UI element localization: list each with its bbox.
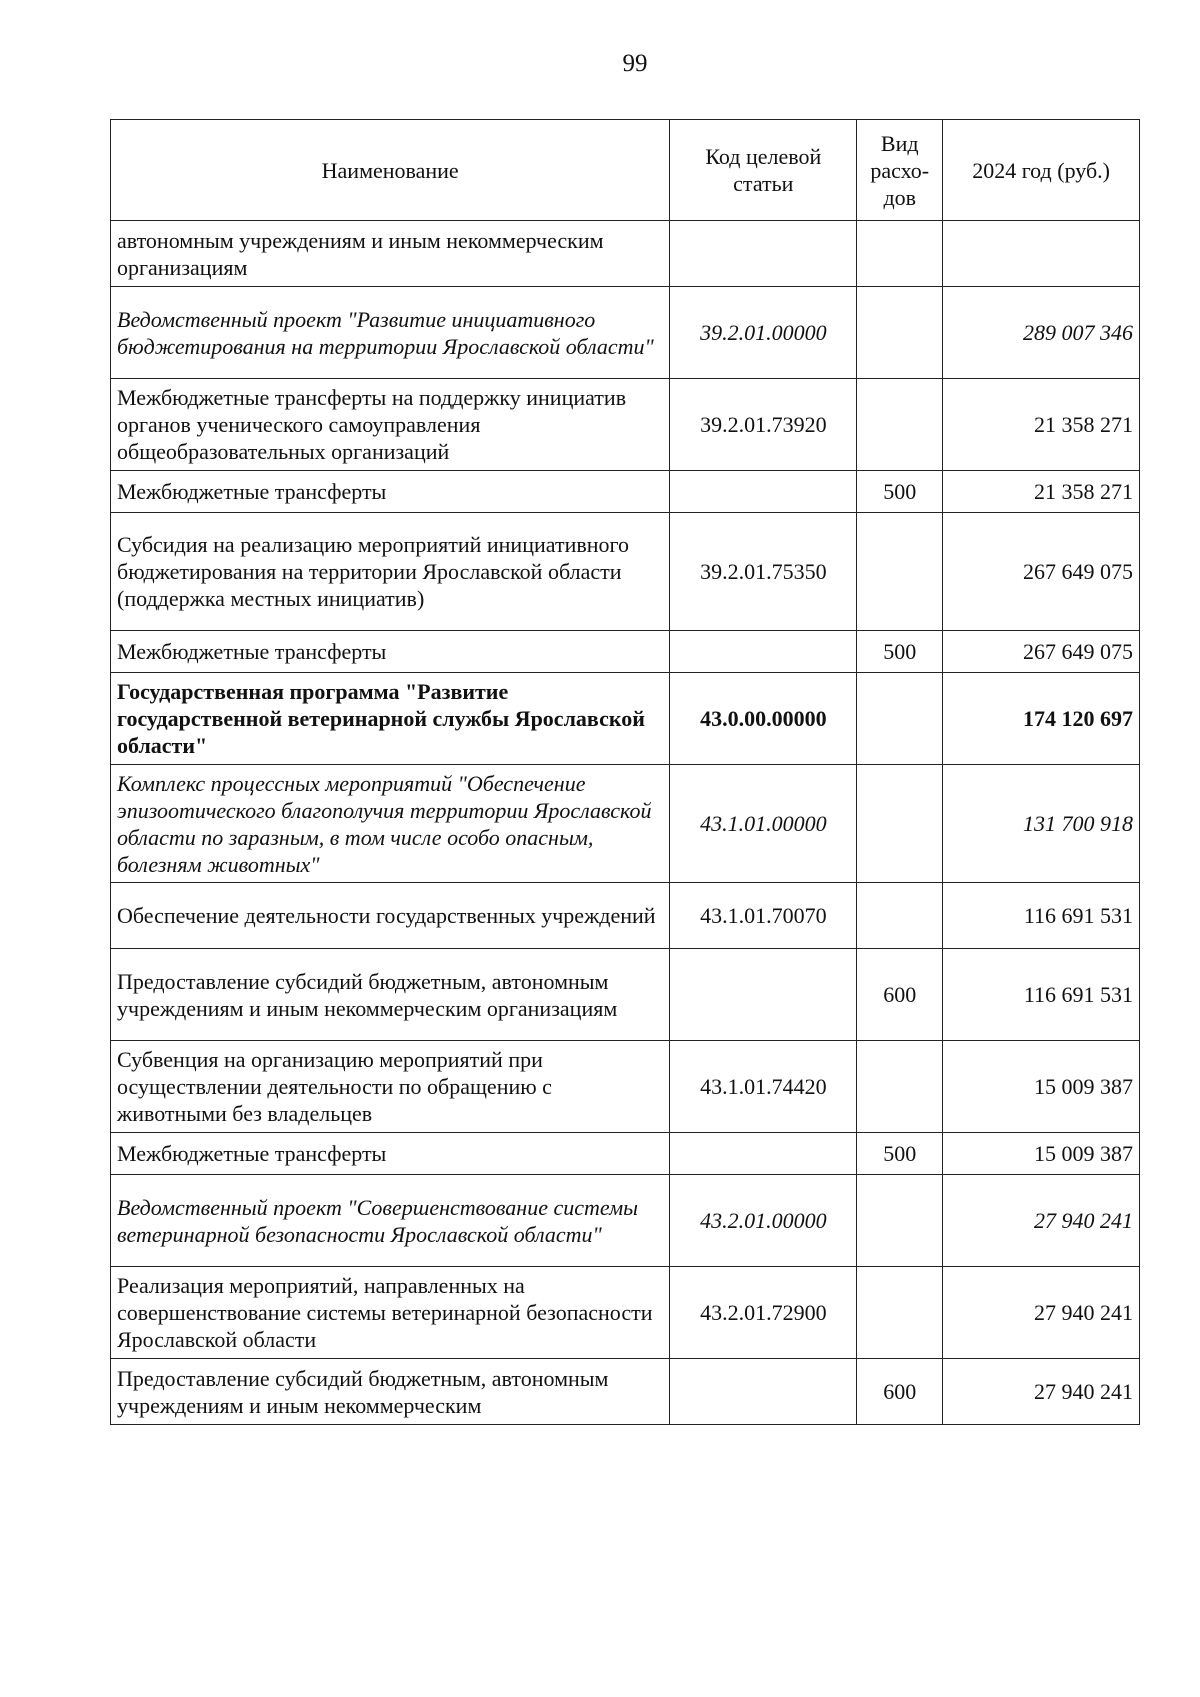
cell-type bbox=[857, 1267, 943, 1359]
cell-name: Субсидия на реализацию мероприятий инициативного бюджетирования на территории Ярославской области (поддержка местных инициатив) bbox=[111, 513, 670, 631]
cell-name: Ведомственный проект "Совершенствование системы ветеринарной безопасности Ярославской области" bbox=[111, 1175, 670, 1267]
cell-code bbox=[670, 631, 857, 673]
cell-name: Межбюджетные трансферты bbox=[111, 471, 670, 513]
cell-code: 39.2.01.75350 bbox=[670, 513, 857, 631]
budget-table bbox=[110, 119, 1140, 1425]
header-amount: 2024 год (руб.) bbox=[943, 120, 1140, 221]
cell-amount: 131 700 918 bbox=[943, 765, 1140, 883]
table-row bbox=[111, 765, 1140, 883]
table-row bbox=[111, 1267, 1140, 1359]
cell-amount bbox=[943, 221, 1140, 287]
table-row bbox=[111, 1133, 1140, 1175]
table-row bbox=[111, 513, 1140, 631]
table-row bbox=[111, 1041, 1140, 1133]
cell-amount: 116 691 531 bbox=[943, 949, 1140, 1041]
cell-name: Обеспечение деятельности государственных учреждений bbox=[111, 883, 670, 949]
table-row bbox=[111, 221, 1140, 287]
table-row bbox=[111, 673, 1140, 765]
cell-name: Предоставление субсидий бюджетным, автономным учреждениям и иным некоммерческим организациям bbox=[111, 949, 670, 1041]
cell-code: 43.2.01.00000 bbox=[670, 1175, 857, 1267]
cell-type bbox=[857, 765, 943, 883]
cell-amount: 21 358 271 bbox=[943, 379, 1140, 471]
cell-name: Межбюджетные трансферты bbox=[111, 1133, 670, 1175]
cell-type bbox=[857, 221, 943, 287]
header-code: Код целевой статьи bbox=[670, 120, 857, 221]
cell-amount: 27 940 241 bbox=[943, 1175, 1140, 1267]
cell-type bbox=[857, 513, 943, 631]
cell-type bbox=[857, 1041, 943, 1133]
cell-type bbox=[857, 287, 943, 379]
cell-code: 43.1.01.00000 bbox=[670, 765, 857, 883]
cell-amount: 116 691 531 bbox=[943, 883, 1140, 949]
cell-type bbox=[857, 379, 943, 471]
cell-code bbox=[670, 1359, 857, 1425]
cell-code: 43.0.00.00000 bbox=[670, 673, 857, 765]
table-row bbox=[111, 949, 1140, 1041]
cell-amount: 27 940 241 bbox=[943, 1359, 1140, 1425]
table-header-row bbox=[111, 120, 1140, 221]
cell-code bbox=[670, 221, 857, 287]
cell-type: 500 bbox=[857, 471, 943, 513]
cell-type: 500 bbox=[857, 1133, 943, 1175]
cell-amount: 21 358 271 bbox=[943, 471, 1140, 513]
table-row bbox=[111, 883, 1140, 949]
cell-code bbox=[670, 1133, 857, 1175]
cell-code: 39.2.01.00000 bbox=[670, 287, 857, 379]
table-row bbox=[111, 287, 1140, 379]
cell-type bbox=[857, 883, 943, 949]
cell-amount: 15 009 387 bbox=[943, 1133, 1140, 1175]
cell-amount: 15 009 387 bbox=[943, 1041, 1140, 1133]
cell-name: автономным учреждениям и иным некоммерческим организациям bbox=[111, 221, 670, 287]
cell-code: 43.1.01.70070 bbox=[670, 883, 857, 949]
cell-name: Межбюджетные трансферты на поддержку инициатив органов ученического самоуправления общеобразовательных организаций bbox=[111, 379, 670, 471]
table-row bbox=[111, 1359, 1140, 1425]
header-name: Наименование bbox=[111, 120, 670, 221]
cell-code: 43.2.01.72900 bbox=[670, 1267, 857, 1359]
cell-code bbox=[670, 471, 857, 513]
table-row bbox=[111, 471, 1140, 513]
cell-type: 600 bbox=[857, 949, 943, 1041]
cell-name: Предоставление субсидий бюджетным, автономным учреждениям и иным некоммерческим bbox=[111, 1359, 670, 1425]
cell-amount: 27 940 241 bbox=[943, 1267, 1140, 1359]
cell-code bbox=[670, 949, 857, 1041]
cell-name: Государственная программа "Развитие государственной ветеринарной службы Ярославской области" bbox=[111, 673, 670, 765]
cell-name: Комплекс процессных мероприятий "Обеспечение эпизоотического благополучия территории Ярославской области по заразным, в том числе особо опасным, болезням животных" bbox=[111, 765, 670, 883]
cell-name: Ведомственный проект "Развитие инициативного бюджетирования на территории Ярославской области" bbox=[111, 287, 670, 379]
cell-name: Реализация мероприятий, направленных на совершенствование системы ветеринарной безопасности Ярославской области bbox=[111, 1267, 670, 1359]
cell-amount: 267 649 075 bbox=[943, 513, 1140, 631]
cell-name: Субвенция на организацию мероприятий при осуществлении деятельности по обращению с животными без владельцев bbox=[111, 1041, 670, 1133]
cell-amount: 289 007 346 bbox=[943, 287, 1140, 379]
page-number: 99 bbox=[622, 50, 648, 77]
cell-amount: 174 120 697 bbox=[943, 673, 1140, 765]
cell-code: 39.2.01.73920 bbox=[670, 379, 857, 471]
cell-type bbox=[857, 673, 943, 765]
cell-type bbox=[857, 1175, 943, 1267]
table-row bbox=[111, 1175, 1140, 1267]
cell-code: 43.1.01.74420 bbox=[670, 1041, 857, 1133]
table-row bbox=[111, 379, 1140, 471]
cell-type: 600 bbox=[857, 1359, 943, 1425]
cell-name: Межбюджетные трансферты bbox=[111, 631, 670, 673]
table-row bbox=[111, 631, 1140, 673]
cell-amount: 267 649 075 bbox=[943, 631, 1140, 673]
header-type: Вид расхо-дов bbox=[857, 120, 943, 221]
cell-type: 500 bbox=[857, 631, 943, 673]
